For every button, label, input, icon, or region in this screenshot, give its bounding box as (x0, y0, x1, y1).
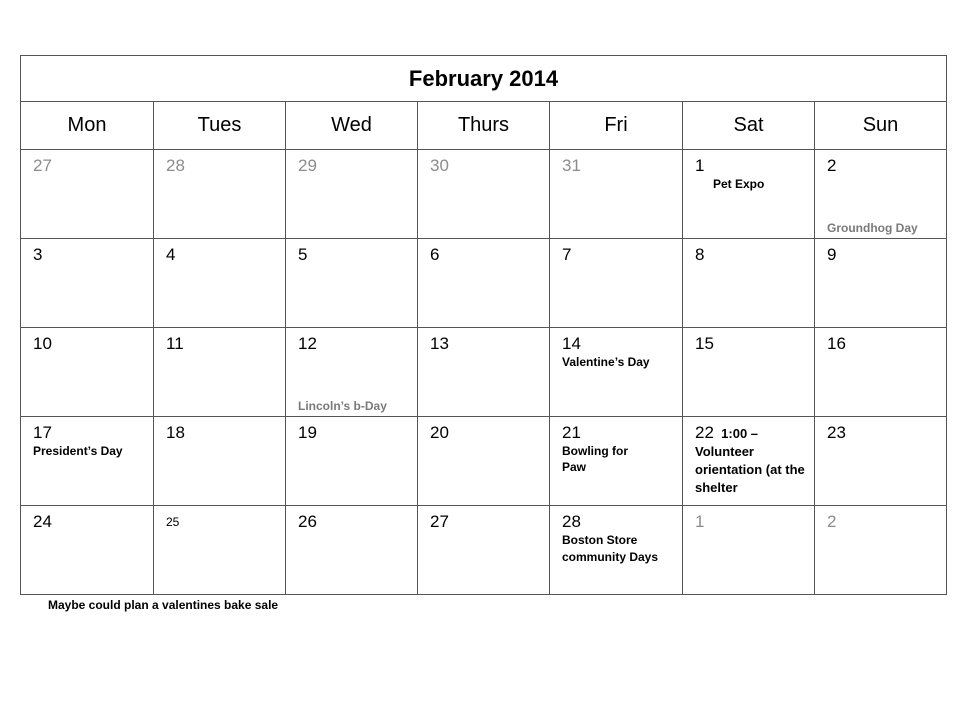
day-number: 28 (562, 512, 581, 531)
day-number: 2 (827, 156, 837, 175)
calendar-table (20, 55, 947, 595)
event-note: Valentine’s Day (562, 355, 650, 369)
calendar-title: February 2014 (21, 56, 947, 102)
day-number: 11 (166, 334, 184, 353)
weekday-tues: Tues (154, 102, 286, 150)
day-number: 28 (166, 156, 185, 175)
day-cell[interactable] (815, 150, 947, 239)
day-cell[interactable] (683, 506, 815, 595)
day-cell[interactable] (683, 239, 815, 328)
day-cell[interactable] (154, 328, 286, 417)
day-number: 29 (298, 156, 317, 175)
day-cell[interactable] (815, 417, 947, 506)
day-number: 4 (166, 245, 176, 264)
event-note: President’s Day (33, 444, 123, 458)
weekday-mon: Mon (21, 102, 154, 150)
day-number: 3 (33, 245, 43, 264)
day-number: 26 (298, 512, 317, 531)
day-cell[interactable] (21, 150, 154, 239)
day-cell[interactable] (21, 506, 154, 595)
day-cell[interactable] (550, 239, 683, 328)
day-cell[interactable] (21, 239, 154, 328)
day-number: 2 (827, 512, 837, 531)
event-note: Lincoln’s b-Day (298, 399, 387, 413)
weekday-wed: Wed (286, 102, 418, 150)
day-cell[interactable] (550, 150, 683, 239)
day-number: 13 (430, 334, 449, 353)
day-number: 20 (430, 423, 449, 442)
event-note: Boston Store community Days (562, 533, 659, 564)
day-number: 6 (430, 245, 440, 264)
day-number: 23 (827, 423, 846, 442)
day-cell[interactable] (815, 506, 947, 595)
day-cell[interactable] (286, 328, 418, 417)
day-cell[interactable] (154, 506, 286, 595)
day-cell[interactable] (815, 328, 947, 417)
day-cell[interactable] (21, 328, 154, 417)
day-number: 5 (298, 245, 308, 264)
event-note: Pet Expo (713, 177, 765, 191)
event-note-with-day (683, 423, 814, 497)
day-number: 7 (562, 245, 572, 264)
day-cell[interactable] (683, 417, 815, 506)
day-cell[interactable] (550, 328, 683, 417)
day-number: 31 (562, 156, 581, 175)
day-number: 27 (33, 156, 52, 175)
day-number: 8 (695, 245, 705, 264)
day-cell[interactable] (418, 417, 550, 506)
day-number: 30 (430, 156, 449, 175)
day-number: 1 (695, 156, 705, 175)
weekday-fri: Fri (550, 102, 683, 150)
day-number: 12 (298, 334, 317, 353)
day-number: 9 (827, 245, 837, 264)
day-cell[interactable] (286, 506, 418, 595)
day-cell[interactable] (550, 506, 683, 595)
day-number: 1 (695, 512, 705, 531)
day-cell[interactable] (154, 417, 286, 506)
day-number: 22 (695, 423, 714, 442)
day-number: 16 (827, 334, 846, 353)
day-cell[interactable] (418, 328, 550, 417)
day-number: 19 (298, 423, 317, 442)
day-number: 10 (33, 334, 52, 353)
day-number: 14 (562, 334, 581, 353)
weekday-thurs: Thurs (418, 102, 550, 150)
day-cell[interactable] (286, 417, 418, 506)
event-note: Bowling for Paw (562, 444, 628, 474)
day-number: 17 (33, 423, 52, 442)
day-number: 21 (562, 423, 581, 442)
weekday-sat: Sat (683, 102, 815, 150)
day-number: 25 (166, 515, 180, 529)
day-cell[interactable] (683, 328, 815, 417)
weekday-sun: Sun (815, 102, 947, 150)
day-cell[interactable] (550, 417, 683, 506)
day-cell[interactable] (286, 239, 418, 328)
day-cell[interactable] (683, 150, 815, 239)
day-number: 27 (430, 512, 449, 531)
event-note: Groundhog Day (827, 221, 918, 235)
day-number: 24 (33, 512, 52, 531)
day-number: 15 (695, 334, 714, 353)
day-cell[interactable] (286, 150, 418, 239)
day-cell[interactable] (418, 506, 550, 595)
day-cell[interactable] (418, 150, 550, 239)
footer-note: Maybe could plan a valentines bake sale (48, 598, 279, 612)
day-cell[interactable] (154, 239, 286, 328)
day-cell[interactable] (418, 239, 550, 328)
event-note: 1:00 – Volunteer orientation (at the shelter (695, 426, 805, 495)
day-cell[interactable] (154, 150, 286, 239)
day-cell[interactable] (815, 239, 947, 328)
day-number: 18 (166, 423, 185, 442)
day-cell[interactable] (21, 417, 154, 506)
